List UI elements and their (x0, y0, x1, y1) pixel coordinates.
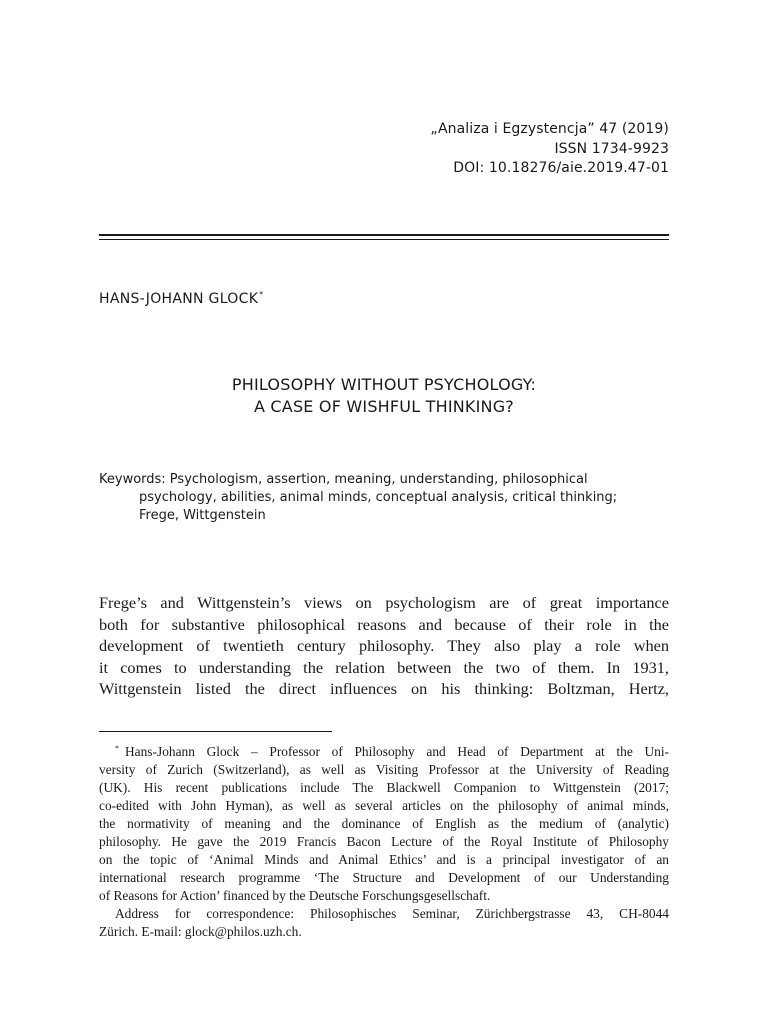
footnote-line: co-edited with John Hyman), as well as several articles on the philosophy of animal minds, (99, 798, 669, 813)
footnote-line: of Reasons for Action’ financed by the Deutsche Forschungsgesellschaft. (99, 888, 491, 903)
footnote-separator (99, 731, 332, 732)
footnote-address-line: Zürich. E-mail: glock@philos.uzh.ch. (99, 924, 302, 939)
body-paragraph (99, 592, 669, 700)
footnote-line: international research programme ‘The Structure and Development of our Understanding (99, 870, 669, 885)
footnote-line (99, 740, 669, 761)
footnote-line: the normativity of meaning and the dominance of English as the medium of (analytic) (99, 816, 669, 831)
keywords-line-1: Keywords: Psychologism, assertion, meaning, understanding, philosophical (99, 472, 588, 487)
journal-info (430, 120, 669, 179)
keywords (99, 471, 669, 525)
author-footnote-mark: * (259, 290, 264, 299)
author-footnote (99, 740, 669, 941)
footnote-line: versity of Zurich (Switzerland), as well as Visiting Professor at the University of Reading (99, 762, 669, 777)
body-line: development of twentieth century philosophy. They also play a role when (99, 636, 669, 656)
journal-doi: DOI: 10.18276/aie.2019.47-01 (453, 160, 669, 176)
footnote-mark: * (115, 744, 119, 753)
body-line: both for substantive philosophical reasons and because of their role in the (99, 614, 669, 634)
footnote-line: (UK). His recent publications include The Blackwell Companion to Wittgenstein (2017; (99, 780, 669, 795)
footnote-line: philosophy. He gave the 2019 Francis Bacon Lecture of the Royal Institute of Philosophy (99, 834, 669, 849)
author-name-text: HANS-JOHANN GLOCK (99, 291, 259, 307)
journal-issn: ISSN 1734-9923 (554, 140, 669, 157)
body-line: Frege’s and Wittgenstein’s views on psychologism are of great importance (99, 593, 669, 612)
header-rule-thick (99, 234, 669, 236)
author-name (99, 290, 263, 307)
body-line: Wittgenstein listed the direct influences on his thinking: Boltzman, Hertz, (99, 679, 669, 699)
keywords-line-3: Frege, Wittgenstein (139, 508, 266, 523)
footnote-line-text: Hans-Johann Glock – Professor of Philosophy and Head of Department at the Uni- (125, 744, 669, 759)
footnote-address-line: Address for correspondence: Philosophisches Seminar, Zürichbergstrasse 43, CH-8044 (115, 906, 669, 921)
paper-title (99, 374, 669, 418)
title-line-2: A CASE OF WISHFUL THINKING? (254, 397, 514, 416)
footnote-line: on the topic of ‘Animal Minds and Animal Ethics’ and is a principal investigator of an (99, 852, 669, 867)
title-line-1: PHILOSOPHY WITHOUT PSYCHOLOGY: (231, 375, 537, 394)
journal-citation: „Analiza i Egzystencja” 47 (2019) (430, 121, 669, 137)
body-line: it comes to understanding the relation between the two of them. In 1931, (99, 657, 669, 677)
keywords-line-2: psychology, abilities, animal minds, conceptual analysis, critical thinking; (139, 490, 618, 505)
header-rule-thin (99, 239, 669, 240)
